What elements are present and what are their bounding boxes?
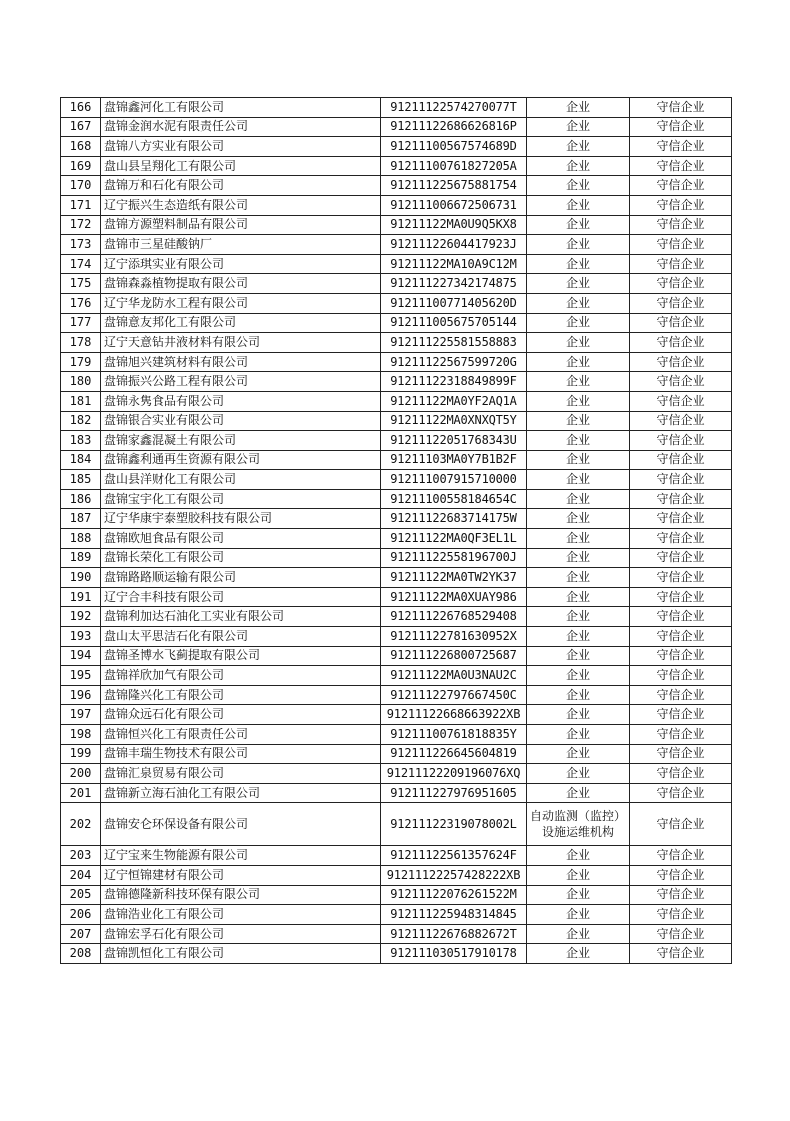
credit-code: 91211122051768343U xyxy=(381,431,527,451)
entity-type: 企业 xyxy=(527,98,630,118)
row-number: 199 xyxy=(61,744,101,764)
entity-type: 企业 xyxy=(527,254,630,274)
entity-type: 企业 xyxy=(527,666,630,686)
credit-code: 912111225581558883 xyxy=(381,333,527,353)
entity-type: 企业 xyxy=(527,705,630,725)
credit-code: 91211122686626816P xyxy=(381,117,527,137)
entity-type: 企业 xyxy=(527,274,630,294)
row-number: 178 xyxy=(61,333,101,353)
row-number: 200 xyxy=(61,764,101,784)
row-number: 175 xyxy=(61,274,101,294)
credit-code: 91211122318849899F xyxy=(381,372,527,392)
table-row xyxy=(61,548,732,568)
entity-type: 企业 xyxy=(527,352,630,372)
row-number: 201 xyxy=(61,783,101,803)
table-row xyxy=(61,744,732,764)
credit-code: 91211100761827205A xyxy=(381,156,527,176)
credit-code: 912111225948314845 xyxy=(381,905,527,925)
credit-grade: 守信企业 xyxy=(630,137,732,157)
company-name: 辽宁合丰科技有限公司 xyxy=(101,587,381,607)
credit-grade: 守信企业 xyxy=(630,176,732,196)
company-name: 盘锦万和石化有限公司 xyxy=(101,176,381,196)
row-number: 169 xyxy=(61,156,101,176)
table-row xyxy=(61,470,732,490)
row-number: 204 xyxy=(61,865,101,885)
credit-grade: 守信企业 xyxy=(630,450,732,470)
credit-code: 912111227976951605 xyxy=(381,783,527,803)
entity-type: 企业 xyxy=(527,195,630,215)
credit-grade: 守信企业 xyxy=(630,293,732,313)
credit-grade: 守信企业 xyxy=(630,607,732,627)
credit-grade: 守信企业 xyxy=(630,529,732,549)
credit-code: 91211122558196700J xyxy=(381,548,527,568)
company-name: 盘锦振兴公路工程有限公司 xyxy=(101,372,381,392)
entity-type: 企业 xyxy=(527,431,630,451)
table-row xyxy=(61,725,732,745)
credit-code: 91211122604417923J xyxy=(381,235,527,255)
table-row xyxy=(61,905,732,925)
row-number: 203 xyxy=(61,846,101,866)
credit-code: 912111225675881754 xyxy=(381,176,527,196)
entity-type: 自动监测（监控）设施运维机构 xyxy=(527,803,630,846)
company-name: 盘锦利加达石油化工实业有限公司 xyxy=(101,607,381,627)
entity-type: 企业 xyxy=(527,568,630,588)
credit-grade: 守信企业 xyxy=(630,254,732,274)
row-number: 168 xyxy=(61,137,101,157)
table-row xyxy=(61,568,732,588)
row-number: 194 xyxy=(61,646,101,666)
company-name: 盘锦森淼植物提取有限公司 xyxy=(101,274,381,294)
row-number: 167 xyxy=(61,117,101,137)
table-row xyxy=(61,509,732,529)
company-name: 盘锦德隆新科技环保有限公司 xyxy=(101,885,381,905)
table-row xyxy=(61,865,732,885)
company-name: 辽宁添琪实业有限公司 xyxy=(101,254,381,274)
credit-code: 912111226800725687 xyxy=(381,646,527,666)
row-number: 189 xyxy=(61,548,101,568)
credit-grade: 守信企业 xyxy=(630,313,732,333)
company-name: 盘锦宏孚石化有限公司 xyxy=(101,924,381,944)
company-name: 盘锦祥欣加气有限公司 xyxy=(101,666,381,686)
credit-grade: 守信企业 xyxy=(630,509,732,529)
credit-grade: 守信企业 xyxy=(630,215,732,235)
table-row xyxy=(61,176,732,196)
company-name: 盘锦恒兴化工有限责任公司 xyxy=(101,725,381,745)
entity-type: 企业 xyxy=(527,607,630,627)
entity-type: 企业 xyxy=(527,235,630,255)
company-name: 盘锦丰瑞生物技术有限公司 xyxy=(101,744,381,764)
credit-grade: 守信企业 xyxy=(630,666,732,686)
company-name: 盘锦汇泉贸易有限公司 xyxy=(101,764,381,784)
row-number: 207 xyxy=(61,924,101,944)
entity-type: 企业 xyxy=(527,372,630,392)
credit-code: 91211122MA0QF3EL1L xyxy=(381,529,527,549)
credit-code: 91211100567574689D xyxy=(381,137,527,157)
entity-type: 企业 xyxy=(527,215,630,235)
row-number: 187 xyxy=(61,509,101,529)
company-name: 盘锦新立海石油化工有限公司 xyxy=(101,783,381,803)
company-name: 盘锦家鑫混凝土有限公司 xyxy=(101,431,381,451)
company-name: 辽宁振兴生态造纸有限公司 xyxy=(101,195,381,215)
credit-code: 912111005675705144 xyxy=(381,313,527,333)
credit-grade: 守信企业 xyxy=(630,905,732,925)
entity-type: 企业 xyxy=(527,156,630,176)
credit-code: 91211122319078002L xyxy=(381,803,527,846)
row-number: 195 xyxy=(61,666,101,686)
company-name: 盘锦市三星硅酸钠厂 xyxy=(101,235,381,255)
credit-grade: 守信企业 xyxy=(630,431,732,451)
entity-type: 企业 xyxy=(527,117,630,137)
credit-code: 912111227342174875 xyxy=(381,274,527,294)
credit-grade: 守信企业 xyxy=(630,470,732,490)
entity-type: 企业 xyxy=(527,587,630,607)
table-row xyxy=(61,646,732,666)
entity-type: 企业 xyxy=(527,685,630,705)
table-row xyxy=(61,783,732,803)
credit-code: 91211122MA0TW2YK37 xyxy=(381,568,527,588)
entity-type: 企业 xyxy=(527,450,630,470)
credit-grade: 守信企业 xyxy=(630,391,732,411)
table-row xyxy=(61,293,732,313)
row-number: 188 xyxy=(61,529,101,549)
credit-grade: 守信企业 xyxy=(630,685,732,705)
table-row xyxy=(61,372,732,392)
table-row xyxy=(61,391,732,411)
entity-type: 企业 xyxy=(527,905,630,925)
credit-grade: 守信企业 xyxy=(630,548,732,568)
row-number: 193 xyxy=(61,627,101,647)
credit-grade: 守信企业 xyxy=(630,885,732,905)
table-row xyxy=(61,944,732,964)
entity-type: 企业 xyxy=(527,885,630,905)
row-number: 196 xyxy=(61,685,101,705)
credit-code: 91211122257428222XB xyxy=(381,865,527,885)
table-row xyxy=(61,411,732,431)
table-row xyxy=(61,352,732,372)
company-name: 盘锦永隽食品有限公司 xyxy=(101,391,381,411)
credit-code: 91211122561357624F xyxy=(381,846,527,866)
table-row xyxy=(61,587,732,607)
row-number: 183 xyxy=(61,431,101,451)
credit-code: 91211122MA0XUAY986 xyxy=(381,587,527,607)
table-row xyxy=(61,924,732,944)
entity-type: 企业 xyxy=(527,846,630,866)
credit-code: 91211122574270077T xyxy=(381,98,527,118)
credit-grade: 守信企业 xyxy=(630,235,732,255)
credit-code: 91211122076261522M xyxy=(381,885,527,905)
table-row xyxy=(61,254,732,274)
table-row xyxy=(61,846,732,866)
credit-code: 91211122MA10A9C12M xyxy=(381,254,527,274)
table-row xyxy=(61,885,732,905)
company-name: 盘锦金润水泥有限责任公司 xyxy=(101,117,381,137)
row-number: 186 xyxy=(61,489,101,509)
company-name: 辽宁华康宇泰塑胶科技有限公司 xyxy=(101,509,381,529)
entity-type: 企业 xyxy=(527,627,630,647)
table-row xyxy=(61,98,732,118)
entity-type: 企业 xyxy=(527,333,630,353)
row-number: 185 xyxy=(61,470,101,490)
credit-grade: 守信企业 xyxy=(630,489,732,509)
table-row xyxy=(61,529,732,549)
credit-code: 91211122209196076XQ xyxy=(381,764,527,784)
company-name: 辽宁恒锦建材有限公司 xyxy=(101,865,381,885)
entity-type: 企业 xyxy=(527,865,630,885)
credit-code: 91211122683714175W xyxy=(381,509,527,529)
company-name: 盘锦方源塑料制品有限公司 xyxy=(101,215,381,235)
credit-grade: 守信企业 xyxy=(630,352,732,372)
entity-type: 企业 xyxy=(527,725,630,745)
credit-code: 912111006672506731 xyxy=(381,195,527,215)
company-name: 盘锦凯恒化工有限公司 xyxy=(101,944,381,964)
entity-type: 企业 xyxy=(527,783,630,803)
company-name: 盘锦八方实业有限公司 xyxy=(101,137,381,157)
company-name: 盘锦旭兴建筑材料有限公司 xyxy=(101,352,381,372)
table-row xyxy=(61,156,732,176)
row-number: 177 xyxy=(61,313,101,333)
entity-type: 企业 xyxy=(527,137,630,157)
table-row xyxy=(61,431,732,451)
credit-grade: 守信企业 xyxy=(630,725,732,745)
entity-type: 企业 xyxy=(527,548,630,568)
row-number: 171 xyxy=(61,195,101,215)
credit-grade: 守信企业 xyxy=(630,924,732,944)
table-row xyxy=(61,235,732,255)
entity-type: 企业 xyxy=(527,646,630,666)
credit-grade: 守信企业 xyxy=(630,944,732,964)
row-number: 191 xyxy=(61,587,101,607)
entity-type: 企业 xyxy=(527,944,630,964)
credit-code: 91211100771405620D xyxy=(381,293,527,313)
credit-code: 912111030517910178 xyxy=(381,944,527,964)
table-row xyxy=(61,313,732,333)
table-row xyxy=(61,705,732,725)
row-number: 197 xyxy=(61,705,101,725)
company-name: 盘锦鑫河化工有限公司 xyxy=(101,98,381,118)
entity-type: 企业 xyxy=(527,293,630,313)
entity-type: 企业 xyxy=(527,529,630,549)
row-number: 206 xyxy=(61,905,101,925)
credit-code: 91211122MA0YF2AQ1A xyxy=(381,391,527,411)
row-number: 198 xyxy=(61,725,101,745)
credit-code: 91211122676882672T xyxy=(381,924,527,944)
entity-type: 企业 xyxy=(527,744,630,764)
table-row xyxy=(61,333,732,353)
company-name: 盘山县洋财化工有限公司 xyxy=(101,470,381,490)
credit-grade: 守信企业 xyxy=(630,783,732,803)
row-number: 180 xyxy=(61,372,101,392)
credit-code: 91211100761818835Y xyxy=(381,725,527,745)
credit-grade: 守信企业 xyxy=(630,117,732,137)
table-row xyxy=(61,137,732,157)
row-number: 190 xyxy=(61,568,101,588)
company-name: 辽宁华龙防水工程有限公司 xyxy=(101,293,381,313)
row-number: 205 xyxy=(61,885,101,905)
row-number: 172 xyxy=(61,215,101,235)
credit-grade: 守信企业 xyxy=(630,803,732,846)
row-number: 173 xyxy=(61,235,101,255)
credit-code: 91211122MA0U3NAU2C xyxy=(381,666,527,686)
company-name: 盘锦浩业化工有限公司 xyxy=(101,905,381,925)
credit-grade: 守信企业 xyxy=(630,333,732,353)
credit-grade: 守信企业 xyxy=(630,627,732,647)
table-row xyxy=(61,117,732,137)
company-name: 盘锦宝宇化工有限公司 xyxy=(101,489,381,509)
row-number: 192 xyxy=(61,607,101,627)
entity-type: 企业 xyxy=(527,391,630,411)
row-number: 176 xyxy=(61,293,101,313)
company-name: 盘锦路路顺运输有限公司 xyxy=(101,568,381,588)
credit-grade: 守信企业 xyxy=(630,411,732,431)
company-name: 盘锦鑫利通再生资源有限公司 xyxy=(101,450,381,470)
credit-code: 91211122MA0U9Q5KX8 xyxy=(381,215,527,235)
credit-code: 912111007915710000 xyxy=(381,470,527,490)
credit-grade: 守信企业 xyxy=(630,705,732,725)
credit-grade: 守信企业 xyxy=(630,98,732,118)
row-number: 208 xyxy=(61,944,101,964)
credit-code: 91211122781630952X xyxy=(381,627,527,647)
credit-code: 912111226645604819 xyxy=(381,744,527,764)
company-name: 盘山县呈翔化工有限公司 xyxy=(101,156,381,176)
entity-type: 企业 xyxy=(527,489,630,509)
row-number: 170 xyxy=(61,176,101,196)
entity-type: 企业 xyxy=(527,509,630,529)
credit-grade: 守信企业 xyxy=(630,372,732,392)
credit-roster-table xyxy=(60,97,732,964)
company-name: 盘锦欧旭食品有限公司 xyxy=(101,529,381,549)
company-name: 盘锦圣博水飞蓟提取有限公司 xyxy=(101,646,381,666)
row-number: 182 xyxy=(61,411,101,431)
table-row xyxy=(61,666,732,686)
company-name: 辽宁天意钻井液材料有限公司 xyxy=(101,333,381,353)
credit-grade: 守信企业 xyxy=(630,865,732,885)
credit-grade: 守信企业 xyxy=(630,274,732,294)
company-name: 辽宁宝来生物能源有限公司 xyxy=(101,846,381,866)
entity-type: 企业 xyxy=(527,470,630,490)
credit-code: 912111226768529408 xyxy=(381,607,527,627)
credit-grade: 守信企业 xyxy=(630,846,732,866)
table-row xyxy=(61,450,732,470)
company-name: 盘山太平思洁石化有限公司 xyxy=(101,627,381,647)
entity-type: 企业 xyxy=(527,924,630,944)
entity-type: 企业 xyxy=(527,764,630,784)
credit-grade: 守信企业 xyxy=(630,195,732,215)
credit-grade: 守信企业 xyxy=(630,156,732,176)
credit-code: 91211122797667450C xyxy=(381,685,527,705)
credit-grade: 守信企业 xyxy=(630,764,732,784)
row-number: 181 xyxy=(61,391,101,411)
entity-type: 企业 xyxy=(527,176,630,196)
credit-code: 91211122668663922XB xyxy=(381,705,527,725)
company-name: 盘锦长荣化工有限公司 xyxy=(101,548,381,568)
row-number: 174 xyxy=(61,254,101,274)
credit-grade: 守信企业 xyxy=(630,646,732,666)
row-number: 179 xyxy=(61,352,101,372)
table-row xyxy=(61,764,732,784)
entity-type: 企业 xyxy=(527,313,630,333)
table-row xyxy=(61,274,732,294)
company-name: 盘锦众远石化有限公司 xyxy=(101,705,381,725)
credit-code: 91211122567599720G xyxy=(381,352,527,372)
company-name: 盘锦安仑环保设备有限公司 xyxy=(101,803,381,846)
company-name: 盘锦意友邦化工有限公司 xyxy=(101,313,381,333)
credit-grade: 守信企业 xyxy=(630,587,732,607)
credit-code: 91211100558184654C xyxy=(381,489,527,509)
credit-code: 91211122MA0XNXQT5Y xyxy=(381,411,527,431)
credit-grade: 守信企业 xyxy=(630,744,732,764)
row-number: 166 xyxy=(61,98,101,118)
credit-grade: 守信企业 xyxy=(630,568,732,588)
table-row xyxy=(61,803,732,846)
table-row xyxy=(61,685,732,705)
roster-body xyxy=(61,98,732,964)
credit-code: 91211103MA0Y7B1B2F xyxy=(381,450,527,470)
table-row xyxy=(61,607,732,627)
table-row xyxy=(61,627,732,647)
row-number: 184 xyxy=(61,450,101,470)
company-name: 盘锦隆兴化工有限公司 xyxy=(101,685,381,705)
table-row xyxy=(61,489,732,509)
entity-type: 企业 xyxy=(527,411,630,431)
table-row xyxy=(61,195,732,215)
company-name: 盘锦银合实业有限公司 xyxy=(101,411,381,431)
row-number: 202 xyxy=(61,803,101,846)
table-row xyxy=(61,215,732,235)
